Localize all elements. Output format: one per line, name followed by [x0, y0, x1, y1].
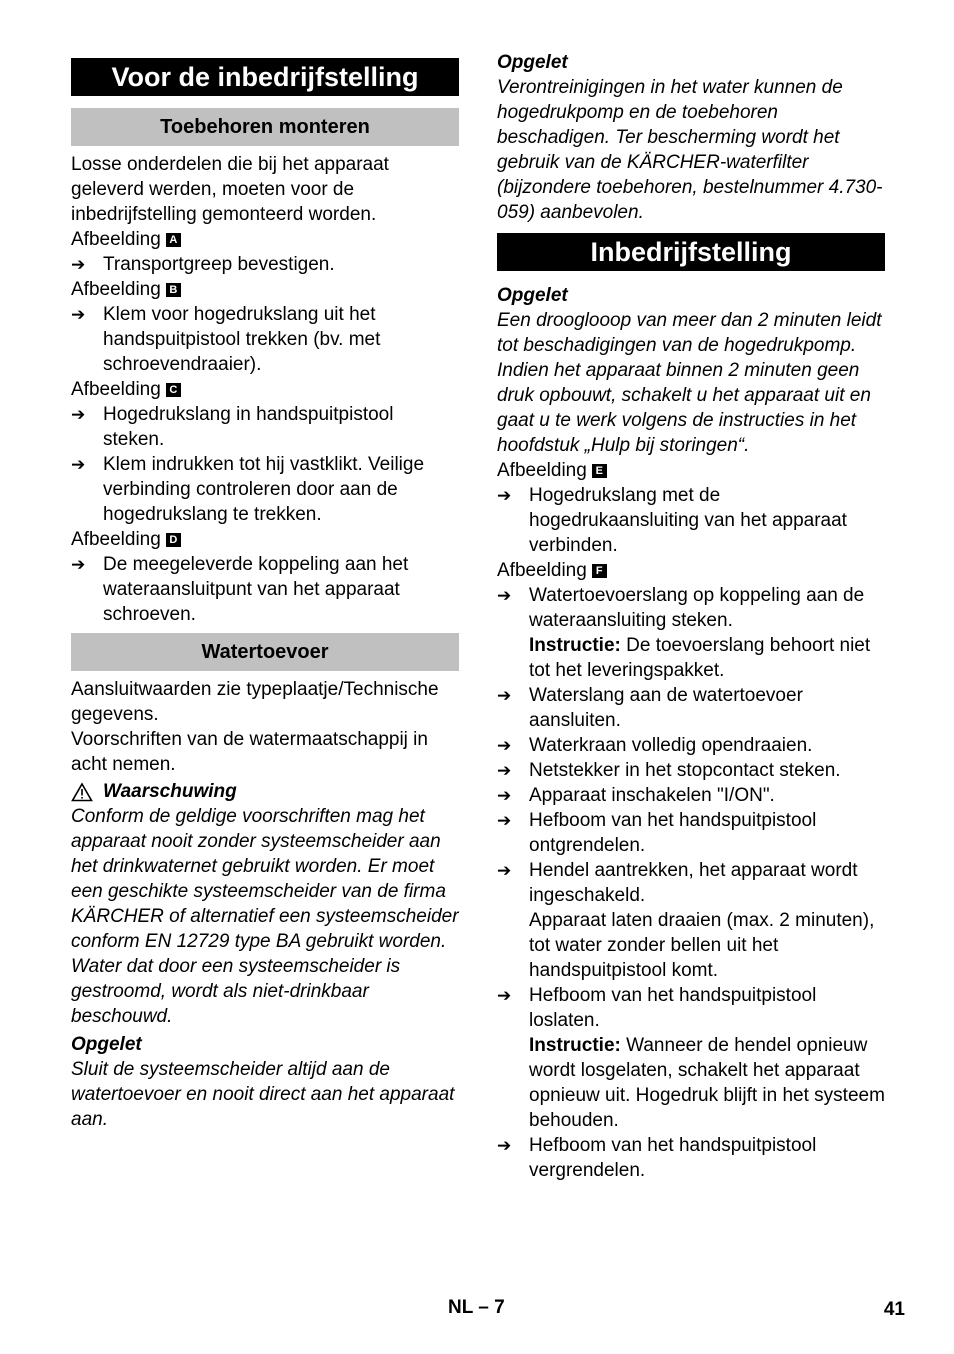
step	[497, 1133, 885, 1183]
page-number: 41	[883, 1299, 905, 1320]
arrow-right-icon: ➔	[497, 486, 512, 505]
step	[71, 452, 459, 527]
step	[497, 983, 885, 1133]
step	[71, 252, 459, 277]
step-text: Hefboom van het handspuitpistool vergrendelen.	[529, 1135, 817, 1181]
step-text: Hefboom van het handspuitpistool loslaten.	[529, 985, 817, 1031]
step	[497, 758, 885, 783]
arrow-right-icon: ➔	[497, 686, 512, 705]
step-text: Klem voor hogedrukslang uit het handspuitpistool trekken (bv. met schroevendraaier).	[103, 304, 381, 375]
page-local-number: – 7	[478, 1297, 505, 1318]
paragraph: Voorschriften van de watermaatschappij in acht nemen.	[71, 729, 428, 775]
step	[497, 483, 885, 558]
right-column	[497, 50, 885, 1183]
figure-ref-e	[497, 458, 885, 483]
figure-label: Afbeelding	[71, 379, 161, 400]
step	[497, 783, 885, 808]
caution-text: Verontreinigingen in het water kunnen de hogedrukpomp en de toebehoren beschadigen. Ter bescherming wordt het gebruik van de KÄRCHER-waterfilter (bijzondere toebehoren, bestelnummer 4.730-059) aanbevolen.	[497, 77, 883, 223]
step-text: De meegeleverde koppeling aan het wateraansluitpunt van het apparaat schroeven.	[103, 554, 409, 625]
warning-heading	[71, 779, 459, 804]
page-footer-local	[448, 1297, 505, 1319]
figure-label: Afbeelding	[497, 460, 587, 481]
arrow-right-icon: ➔	[71, 305, 86, 324]
arrow-right-icon: ➔	[71, 555, 86, 574]
caution-text: Een drooglooop van meer dan 2 minuten leidt tot beschadigingen van de hogedrukpomp. Indien het apparaat binnen 2 minuten geen druk opbouwt, schakelt u het apparaat uit en gaat u te werk volgens de instructies in het hoofdstuk „Hulp bij storingen“.	[497, 310, 882, 456]
figure-label: Afbeelding	[71, 279, 161, 300]
warning-text: Conform de geldige voorschriften mag het apparaat nooit zonder systeemscheider aan het drinkwaternet gebruikt worden. Er moet een geschikte systeemscheider van de firma KÄRCHER of alternatief een systeemscheider conform EN 12729 type BA gebruikt worden.	[71, 806, 459, 952]
step-text: Hendel aantrekken, het apparaat wordt ingeschakeld.	[529, 860, 858, 906]
step-body	[529, 583, 885, 683]
intro-paragraph: Losse onderdelen die bij het apparaat geleverd werden, moeten voor de inbedrijfstelling gemonteerd worden.	[71, 154, 389, 225]
instruction-text: De toevoerslang behoort niet tot het leveringspakket.	[529, 635, 871, 681]
step-text: Waterslang aan de watertoevoer aansluiten.	[529, 685, 803, 731]
caution-label: Opgelet	[497, 52, 568, 73]
section-title-voor-de-inbedrijfstelling: Voor de inbedrijfstelling	[71, 58, 459, 96]
figure-badge-e: E	[592, 464, 607, 478]
step-text: Watertoevoerslang op koppeling aan de wateraansluiting steken.	[529, 585, 865, 631]
warning-triangle-icon	[71, 782, 93, 802]
arrow-right-icon: ➔	[497, 586, 512, 605]
step	[497, 858, 885, 983]
instruction-text: Wanneer de hendel opnieuw wordt losgelaten, schakelt het apparaat opnieuw uit. Hogedruk blijft in het systeem behouden.	[529, 1035, 885, 1131]
step-body	[529, 858, 885, 983]
arrow-right-icon: ➔	[497, 986, 512, 1005]
arrow-right-icon: ➔	[71, 455, 86, 474]
instruction-label: Instructie:	[529, 635, 621, 656]
figure-label: Afbeelding	[497, 560, 587, 581]
subsection-title-toebehoren: Toebehoren monteren	[71, 108, 459, 146]
step	[497, 683, 885, 733]
step	[71, 302, 459, 377]
step-text: Apparaat inschakelen "I/ON".	[529, 785, 775, 806]
arrow-right-icon: ➔	[497, 861, 512, 880]
figure-badge-d: D	[166, 533, 181, 547]
figure-label: Afbeelding	[71, 229, 161, 250]
paragraph: Aansluitwaarden zie typeplaatje/Technische gegevens.	[71, 679, 439, 725]
figure-ref-b	[71, 277, 459, 302]
arrow-right-icon: ➔	[497, 736, 512, 755]
figure-label: Afbeelding	[71, 529, 161, 550]
step-text: Klem indrukken tot hij vastklikt. Veilige verbinding controleren door aan de hogedrukslang te trekken.	[103, 454, 425, 525]
warning-text: Water dat door een systeemscheider is gestroomd, wordt als niet-drinkbaar beschouwd.	[71, 956, 401, 1027]
warning-label: Waarschuwing	[103, 781, 237, 802]
step	[71, 402, 459, 452]
arrow-right-icon: ➔	[497, 811, 512, 830]
arrow-right-icon: ➔	[71, 405, 86, 424]
arrow-right-icon: ➔	[497, 761, 512, 780]
step	[497, 583, 885, 683]
instruction-label: Instructie:	[529, 1035, 621, 1056]
step-text: Hefboom van het handspuitpistool ontgrendelen.	[529, 810, 817, 856]
caution-label: Opgelet	[497, 285, 568, 306]
figure-ref-d	[71, 527, 459, 552]
step-note	[529, 633, 885, 683]
figure-ref-c	[71, 377, 459, 402]
step-text: Transportgreep bevestigen.	[103, 254, 335, 275]
figure-badge-b: B	[166, 283, 181, 297]
arrow-right-icon: ➔	[497, 1136, 512, 1155]
step-text: Netstekker in het stopcontact steken.	[529, 760, 841, 781]
step-body	[529, 983, 885, 1133]
step-note	[529, 1033, 885, 1133]
arrow-right-icon: ➔	[497, 786, 512, 805]
caution-text: Sluit de systeemscheider altijd aan de watertoevoer en nooit direct aan het apparaat aan.	[71, 1059, 455, 1130]
figure-ref-a	[71, 227, 459, 252]
step-text: Hogedrukslang in handspuitpistool steken.	[103, 404, 394, 450]
step	[71, 552, 459, 627]
figure-badge-c: C	[166, 383, 181, 397]
step-text: Hogedrukslang met de hogedrukaansluiting van het apparaat verbinden.	[529, 485, 847, 556]
figure-badge-a: A	[166, 233, 181, 247]
step-note: Apparaat laten draaien (max. 2 minuten), tot water zonder bellen uit het handspuitpistool komt.	[529, 910, 875, 981]
page-language: NL	[448, 1297, 473, 1318]
left-column	[71, 50, 459, 1132]
caution-label: Opgelet	[71, 1034, 142, 1055]
subsection-title-watertoevoer: Watertoevoer	[71, 633, 459, 671]
figure-badge-f: F	[592, 564, 607, 578]
step-text: Waterkraan volledig opendraaien.	[529, 735, 813, 756]
figure-ref-f	[497, 558, 885, 583]
arrow-right-icon: ➔	[71, 255, 86, 274]
step	[497, 733, 885, 758]
section-title-inbedrijfstelling: Inbedrijfstelling	[497, 233, 885, 271]
step	[497, 808, 885, 858]
